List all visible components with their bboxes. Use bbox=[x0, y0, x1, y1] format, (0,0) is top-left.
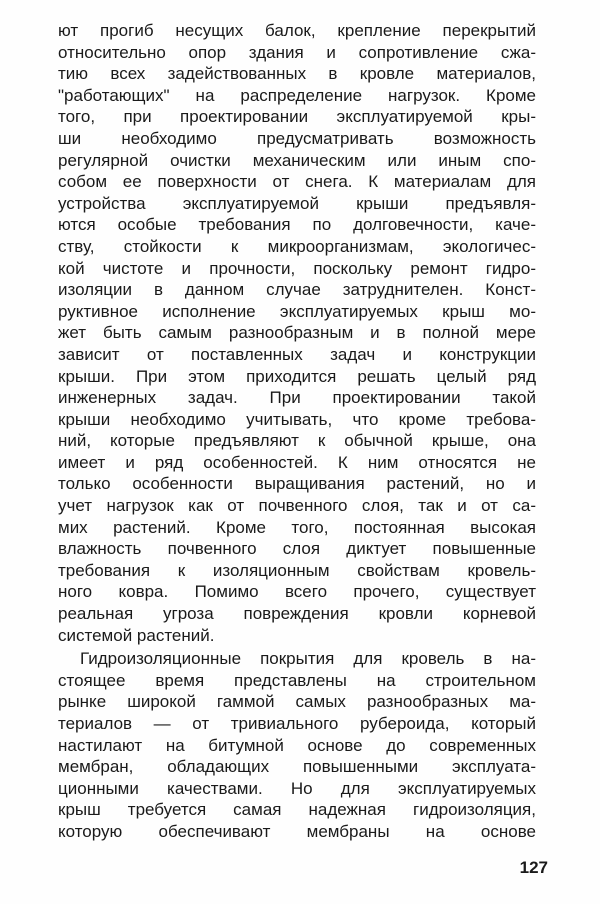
text-line: крыши необходимо учитывать, что кроме требова- bbox=[58, 409, 536, 429]
text-line: реальная угроза повреждения кровли корневой bbox=[58, 604, 536, 624]
text-line: того, при проектировании эксплуатируемой кры- bbox=[58, 107, 536, 127]
text-line: требования к изоляционным свойствам кровель- bbox=[58, 560, 536, 580]
text-line: жет быть самым разнообразным и в полной мере bbox=[58, 323, 536, 343]
paragraph-2 bbox=[58, 648, 536, 842]
text-line: зависит от поставленных задач и конструкции bbox=[58, 344, 536, 364]
text-line: крыш требуется самая надежная гидроизоляция, bbox=[58, 800, 536, 820]
page-number: 127 bbox=[519, 858, 548, 877]
text-line: ного ковра. Помимо всего прочего, существует bbox=[58, 582, 536, 602]
text-line: настилают на битумной основе до современных bbox=[58, 735, 536, 755]
text-line: которую обеспечивают мембраны на основе bbox=[58, 821, 536, 841]
text-line: системой растений. bbox=[58, 625, 215, 645]
text-line: относительно опор здания и сопротивление сжа- bbox=[58, 42, 536, 62]
text-line: крыши. При этом приходится решать целый ряд bbox=[58, 366, 536, 386]
text-line: кой чистоте и прочности, поскольку ремонт гидро- bbox=[58, 258, 536, 278]
text-line: "работающих" на распределение нагрузок. Кроме bbox=[58, 85, 536, 105]
text-line: изоляции в данном случае затруднителен. Конст- bbox=[58, 280, 536, 300]
text-line: ству, стойкости к микроорганизмам, экологичес- bbox=[58, 236, 536, 256]
text-line: мембран, обладающих повышенными эксплуата- bbox=[58, 757, 536, 777]
text-line: териалов — от тривиального рубероида, который bbox=[58, 714, 536, 733]
text-line: устройства эксплуатируемой крыши предъявля- bbox=[58, 193, 536, 213]
text-line: имеет и ряд особенностей. К ним относятся не bbox=[58, 452, 536, 472]
body-text bbox=[58, 20, 536, 843]
text-line: влажность почвенного слоя диктует повышенные bbox=[58, 539, 536, 559]
text-line: мих растений. Кроме того, постоянная высокая bbox=[58, 517, 536, 537]
text-line: Гидроизоляционные покрытия для кровель в на- bbox=[80, 649, 536, 669]
text-line: только особенности выращивания растений, но и bbox=[58, 474, 536, 494]
text-line: ний, которые предъявляют к обычной крыше, она bbox=[58, 431, 536, 451]
text-line: инженерных задач. При проектировании такой bbox=[58, 388, 536, 408]
text-line: ши необходимо предусматривать возможность bbox=[58, 128, 536, 148]
text-line: ются особые требования по долговечности, каче- bbox=[58, 215, 536, 235]
text-line: тию всех задействованных в кровле материалов, bbox=[58, 64, 536, 84]
text-line: учет нагрузок как от почвенного слоя, так и от са- bbox=[58, 496, 536, 516]
text-line: ют прогиб несущих балок, крепление перекрытий bbox=[58, 21, 536, 40]
text-line: руктивное исполнение эксплуатируемых крыш мо- bbox=[58, 301, 536, 321]
text-line: стоящее время представлены на строительном bbox=[58, 670, 536, 690]
paragraph-1 bbox=[58, 20, 536, 646]
text-line: регулярной очистки механическим или иным спо- bbox=[58, 150, 536, 170]
text-line: ционными качествами. Но для эксплуатируемых bbox=[58, 778, 536, 798]
text-line: собом ее поверхности от снега. К материалам для bbox=[58, 172, 536, 192]
text-line: рынке широкой гаммой самых разнообразных ма- bbox=[58, 692, 536, 712]
